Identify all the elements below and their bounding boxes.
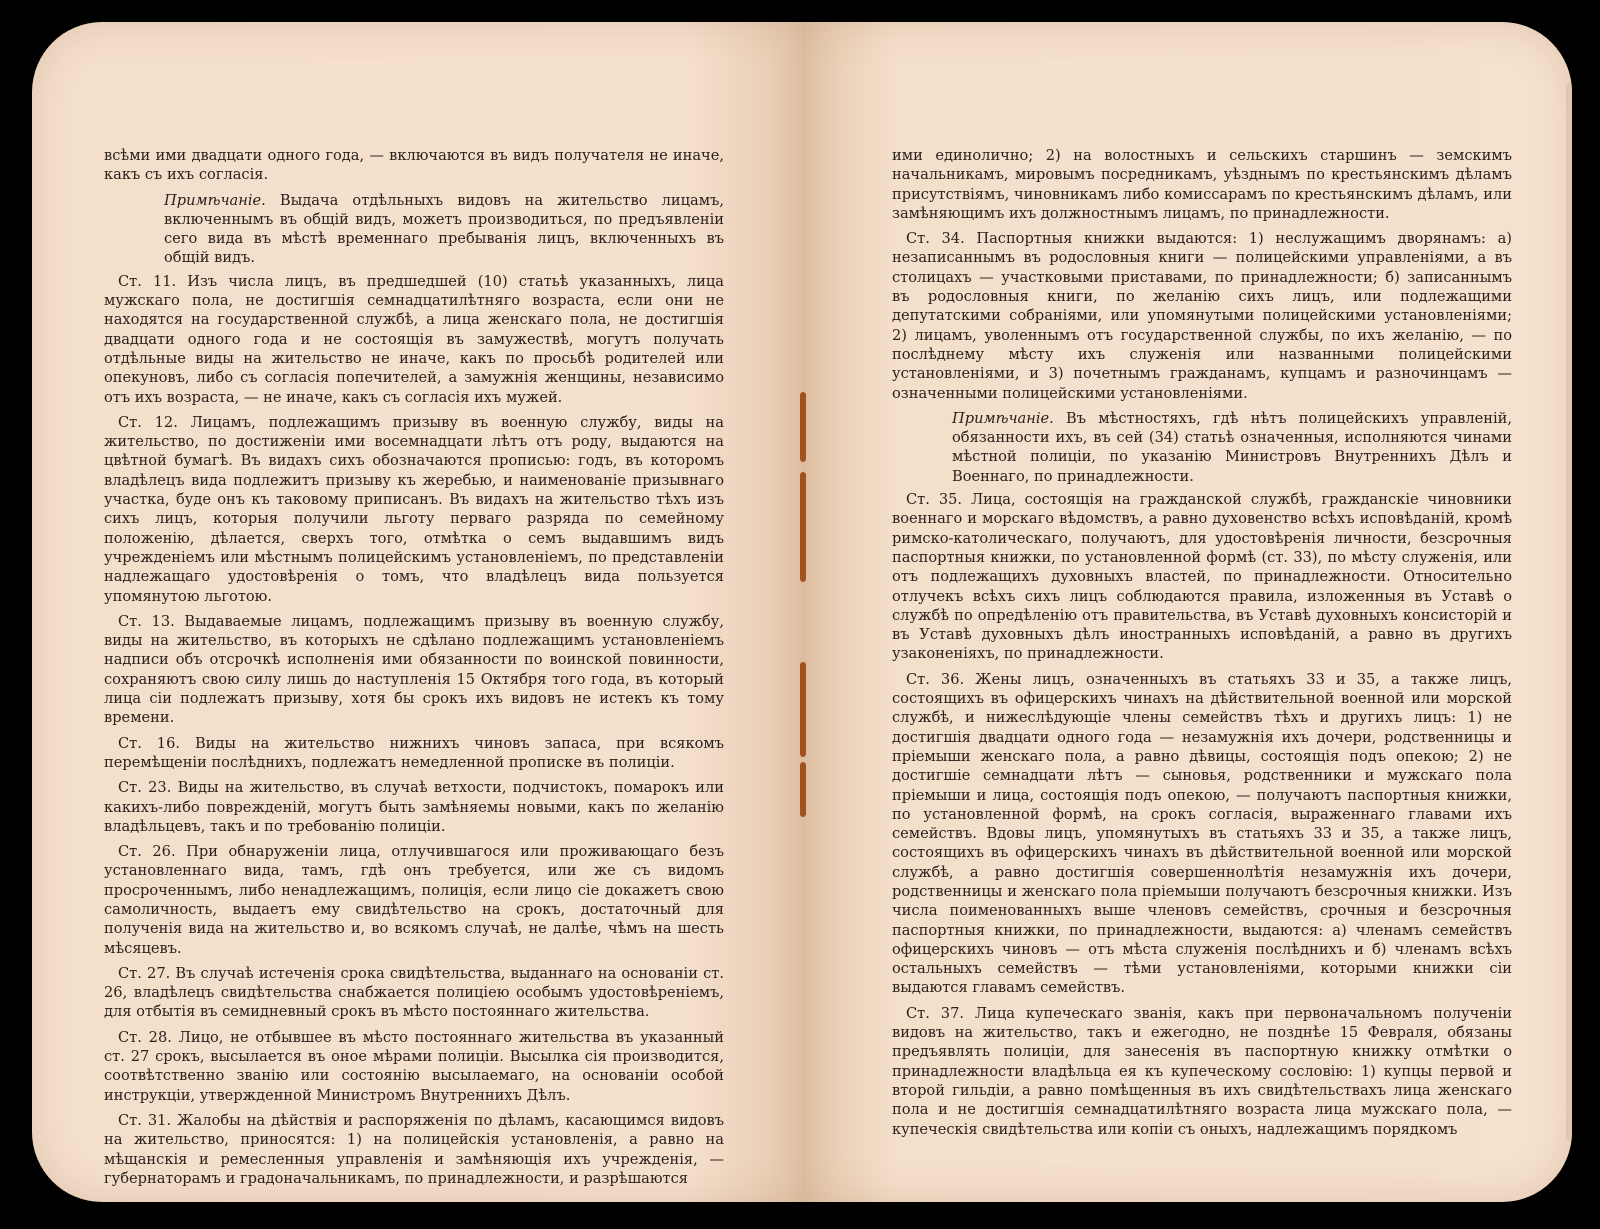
article-paragraph: Ст. 31. Жалобы на дѣйствія и распоряженія по дѣламъ, касающимся видовъ на жительство, приносятся: 1) на полицейскія установленія, а равно на мѣщанскія и ремесленныя управленія и замѣняющія ихъ учрежденія, — губернаторамъ и градоначальникамъ, по принадлежности, и разрѣшаются xyxy=(104,1111,724,1187)
note-text: Выдача отдѣльныхъ видовъ на жительство лицамъ, включеннымъ въ общій видъ, можетъ производиться, по предъявленіи сего вида въ мѣстѣ временнаго пребыванія лицъ, включенныхъ въ общій видъ. xyxy=(164,191,724,267)
right-page xyxy=(802,22,1572,1202)
page-edge xyxy=(1566,82,1572,1142)
right-page-text xyxy=(892,146,1512,1145)
binding-stitch xyxy=(800,762,806,817)
note-paragraph xyxy=(104,191,724,268)
article-paragraph: Ст. 28. Лицо, не отбывшее въ мѣсто постояннаго жительства въ указанный ст. 27 срокъ, высылается въ оное мѣрами полиціи. Высылка сія производится, соотвѣтственно званію или состоянію высылаемаго, на основаніи особой инструкціи, утвержденной Министромъ Внутреннихъ Дѣлъ. xyxy=(104,1028,724,1104)
article-paragraph: Ст. 27. Въ случаѣ истеченія срока свидѣтельства, выданнаго на основаніи ст. 26, владѣлецъ свидѣтельства снабжается полиціею особымъ удостовѣреніемъ, для отбытія въ семидневный срокъ въ мѣсто постояннаго жительства. xyxy=(104,964,724,1021)
note-label: Примѣчаніе. xyxy=(952,409,1054,427)
binding-stitch xyxy=(800,662,806,757)
note-text: Въ мѣстностяхъ, гдѣ нѣтъ полицейскихъ управленій, обязанности ихъ, въ сей (34) статьѣ означенныя, исполняются чинами мѣстной полиціи, по указанію Министровъ Внутреннихъ Дѣлъ и Военнаго, по принадлежности. xyxy=(952,409,1512,485)
binding-stitch xyxy=(800,472,806,582)
article-paragraph: Ст. 35. Лица, состоящія на гражданской службѣ, гражданскіе чиновники военнаго и морскаго вѣдомствъ, а равно духовенство всѣхъ исповѣданій, кромѣ римско-католическаго, получаютъ, для удостовѣренія личности, безсрочныя паспортныя книжки, по установленной формѣ (ст. 33), по мѣсту служенія, или отъ подлежащихъ духовныхъ властей, по принадлежности. Относительно отлучекъ всѣхъ сихъ лицъ соблюдаются правила, изложенныя въ Уставѣ о службѣ по опредѣленію отъ правительства, въ Уставѣ духовныхъ консисторій и въ Уставѣ духовныхъ дѣлъ иностранныхъ исповѣданій, а равно въ другихъ узаконеніяхъ, по принадлежности. xyxy=(892,491,1512,663)
article-paragraph: Ст. 34. Паспортныя книжки выдаются: 1) неслужащимъ дворянамъ: а) незаписаннымъ въ родословныя книги — полицейскими управленіями, а въ столицахъ — участковыми приставами, по принадлежности; б) записаннымъ въ родословныя книги, по желанію сихъ лицъ, или подлежащими депутатскими собраніями, или упомянутыми полицейскими установленіями; 2) лицамъ, уволеннымъ отъ государственной службы, по ихъ желанію, — по послѣднему мѣсту ихъ служенія или названными полицейскими установленіями, и 3) почетнымъ гражданамъ, купцамъ и разночинцамъ — означенными полицейскими установленіями. xyxy=(892,230,1512,402)
paragraph: всѣми ими двадцати одного года, — включаются въ видъ получателя не иначе, какъ съ ихъ согласія. xyxy=(104,147,724,184)
article-paragraph: Ст. 36. Жены лицъ, означенныхъ въ статьяхъ 33 и 35, а также лицъ, состоящихъ въ офицерскихъ чинахъ на дѣйствительной военной или морской службѣ, и нижеслѣдующіе члены семействъ тѣхъ и другихъ лицъ: 1) не достигшія двадцати одного года — незамужнія ихъ дочери, родственницы и пріемыши женскаго пола, а равно дѣвицы, состоящія подъ опекою; 2) не достигшіе семнадцати лѣтъ — сыновья, родственники и мужскаго пола пріемыши и лица, состоящія подъ опекою, — получаютъ паспортныя книжки, по установленной формѣ, на срокъ согласія, выраженнаго главами ихъ семействъ. Вдовы лицъ, упомянутыхъ въ статьяхъ 33 и 35, а также лицъ, состоящихъ въ офицерскихъ чинахъ въ дѣйствительной военной или морской службѣ, а равно достигшія совершеннолѣтія незамужнія ихъ дочери, родственницы и женскаго пола пріемыши получаютъ безсрочныя книжки. Изъ числа поименованныхъ выше членовъ семействъ, срочныя и безсрочныя паспортныя книжки, по принадлежности, выдаются: а) членамъ семействъ офицерскихъ чиновъ — отъ мѣста служенія послѣднихъ и б) членамъ всѣхъ остальныхъ семействъ — тѣми установленіями, которыми книжки сіи выдаются главамъ семействъ. xyxy=(892,670,1512,997)
left-page xyxy=(32,22,802,1202)
article-paragraph: Ст. 37. Лица купеческаго званія, какъ при первоначальномъ полученіи видовъ на жительство, такъ и ежегодно, не позднѣе 15 Февраля, обязаны предъявлять полиціи, для занесенія въ паспортную книжку отмѣтки о принадлежности владѣльца ея къ купеческому сословію: 1) купцы первой и второй гильдіи, а равно помѣщенныя въ ихъ свидѣтельствахъ лица женскаго пола и не достигшія семнадцатилѣтняго возраста лица мужскаго пола, — купеческія свидѣтельства или копіи съ оныхъ, надлежащимъ порядкомъ xyxy=(892,1004,1512,1138)
article-paragraph: Ст. 13. Выдаваемые лицамъ, подлежащимъ призыву въ военную службу, виды на жительство, въ которыхъ не сдѣлано подлежащимъ установленіемъ надписи объ отсрочкѣ исполненія ими обязанности по воинской повинности, сохраняютъ свою силу лишь до наступленія 15 Октября того года, въ который лица сіи подлежатъ призыву, хотя бы срокъ ихъ видовъ не истекъ къ тому времени. xyxy=(104,612,724,727)
left-page-text xyxy=(104,146,724,1194)
note-paragraph xyxy=(892,409,1512,486)
article-paragraph: Ст. 23. Виды на жительство, въ случаѣ ветхости, подчистокъ, помарокъ или какихъ-либо поврежденій, могутъ быть замѣняемы новыми, какъ по желанію владѣльцевъ, такъ и по требованію полиціи. xyxy=(104,779,724,835)
book-spread xyxy=(32,22,1572,1202)
binding-stitch xyxy=(800,392,806,462)
note-label: Примѣчаніе. xyxy=(164,191,266,209)
article-paragraph: Ст. 12. Лицамъ, подлежащимъ призыву въ военную службу, виды на жительство, по достиженіи ими восемнадцати лѣтъ отъ роду, выдаются на цвѣтной бумагѣ. Въ видахъ сихъ обозначаются прописью: годъ, въ которомъ владѣлецъ вида подлежитъ призыву къ жеребью, и наименованіе призывнаго участка, буде онъ къ таковому приписанъ. Въ видахъ на жительство тѣхъ изъ сихъ лицъ, которыя получили льготу перваго разряда по семейному положенію, дѣлается, сверхъ того, отмѣтка о семъ выдавшимъ видъ учрежденіемъ или мѣстнымъ полицейскимъ установленіемъ, по представленіи надлежащаго удостовѣренія о томъ, что владѣлецъ вида пользуется упомянутою льготою. xyxy=(104,413,724,605)
article-paragraph: Ст. 26. При обнаруженіи лица, отлучившагося или проживающаго безъ установленнаго вида, тамъ, гдѣ онъ требуется, или же съ видомъ просроченнымъ, либо ненадлежащимъ, полиція, если лицо сіе докажетъ свою самоличность, выдаетъ ему свидѣтельство на срокъ, достаточный для полученія вида на жительство и, во всякомъ случаѣ, не далѣе, чѣмъ на шесть мѣсяцевъ. xyxy=(104,843,724,957)
article-paragraph: Ст. 11. Изъ числа лицъ, въ предшедшей (10) статьѣ указанныхъ, лица мужскаго пола, не достигшія семнадцатилѣтняго возраста, если они не находятся на государственной службѣ, а лица женскаго пола, не достигшія двадцати одного года и не состоящія въ замужествѣ, могутъ получать отдѣльные виды на жительство не иначе, какъ по просьбѣ родителей или опекуновъ, либо съ согласія попечителей, а замужнія женщины, независимо отъ ихъ возраста, — не иначе, какъ съ согласія ихъ мужей. xyxy=(104,272,724,406)
paragraph: ими единолично; 2) на волостныхъ и сельскихъ старшинъ — земскимъ начальникамъ, мировымъ посредникамъ, уѣзднымъ по крестьянскимъ дѣламъ присутствіямъ, чиновникамъ либо комиссарамъ по крестьянскимъ дѣламъ, или замѣняющимъ ихъ должностнымъ лицамъ, по принадлежности. xyxy=(892,147,1512,222)
article-paragraph: Ст. 16. Виды на жительство нижнихъ чиновъ запаса, при всякомъ перемѣщеніи послѣднихъ, подлежатъ немедленной прописке въ полиціи. xyxy=(104,734,724,771)
